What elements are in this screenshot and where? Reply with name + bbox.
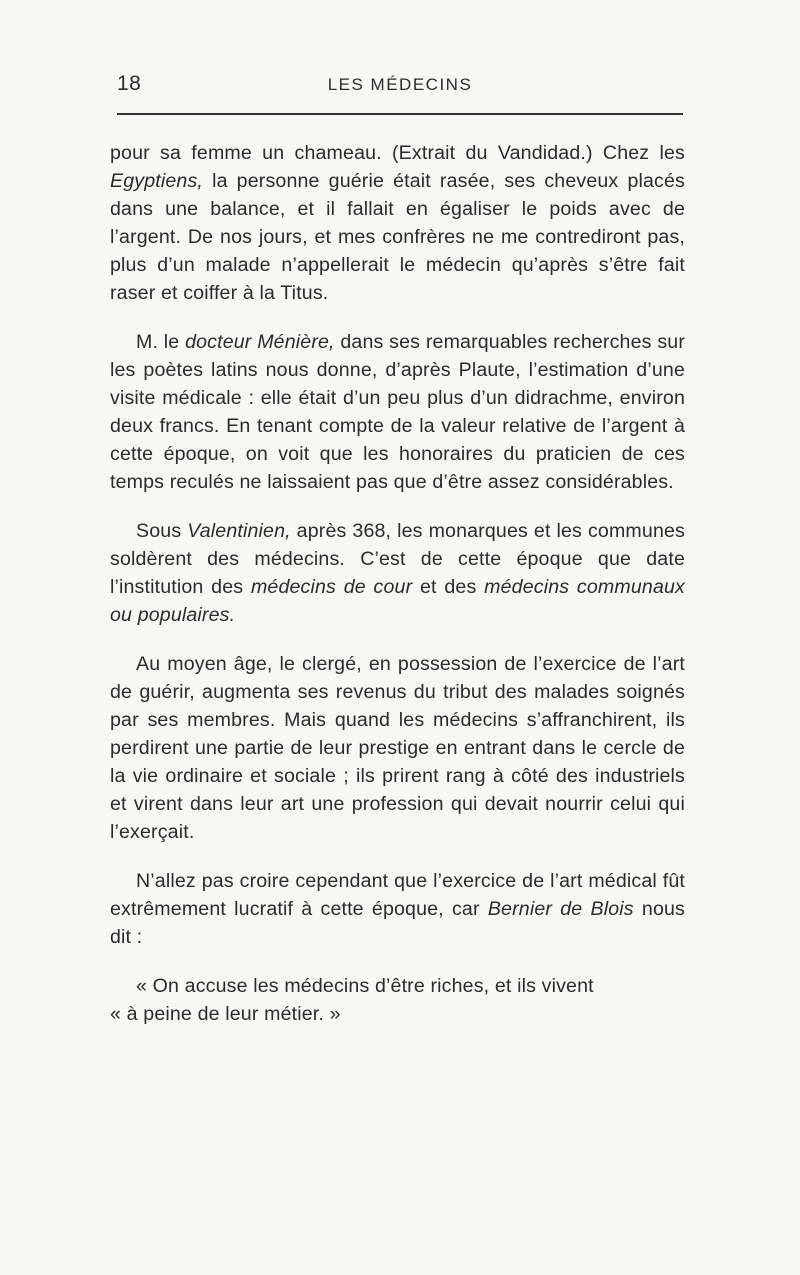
quotation (110, 972, 685, 1028)
paragraph-3-italic-b: médecins de cour (250, 576, 413, 598)
paragraph-3-text-b: après 368, les monarques et les communes soldèrent des médecins. C’est de cette époque que date l’institution des (110, 520, 685, 598)
paragraph-1-text-b: la personne guérie était rasée, ses cheveux placés dans une balance, et il fallait en égaliser le poids avec de l’argent. De nos jours, et mes confrères ne me contrediront pas, plus d’un malade n’appellerait le médecin qu’après s’être fait raser et coiffer à la Titus. (110, 170, 685, 304)
paragraph-1-text-a: pour sa femme un chameau. (Extrait du Vandidad.) Chez les (110, 142, 685, 164)
paragraph-2 (110, 328, 685, 496)
paragraph-3-italic-a: Valentinien, (187, 520, 291, 542)
quotation-line-2: « à peine de leur métier. » (110, 1003, 341, 1025)
paragraph-4-text-a: Au moyen âge, le clergé, en possession de l’exercice de l’art de guérir, augmenta ses revenus du tribut des malades soignés par ses membres. Mais quand les médecins s’affranchirent, ils perdirent une partie de leur prestige en entrant dans le cercle de la vie ordinaire et sociale ; ils prirent rang à côté des industriels et virent dans leur art une profession qui devait nourrir celui qui l’exerçait. (110, 653, 685, 843)
paragraph-3 (110, 517, 685, 629)
page-header (117, 72, 683, 102)
paragraph-5 (110, 867, 685, 951)
paragraph-5-text-a: N’allez pas croire cependant que l’exercice de l’art médical fût extrêmement lucratif à cette époque, car (110, 870, 685, 920)
running-title: LES MÉDECINS (327, 75, 473, 94)
paragraph-2-text-b: dans ses remarquables recherches sur les poètes latins nous donne, d’après Plaute, l’estimation d’une visite médicale : elle était d’un peu plus d’un didrachme, environ deux francs. En tenant compte de la valeur relative de l’argent à cette époque, on voit que les honoraires du praticien de ces temps reculés ne laissaient pas que d’être assez considérables. (110, 331, 685, 493)
header-rule (117, 113, 683, 115)
paragraph-5-text-b: nous dit : (110, 898, 686, 948)
paragraph-2-text-a: M. le (136, 331, 186, 353)
body-text (110, 139, 685, 1028)
page-number: 18 (117, 72, 142, 95)
paragraph-2-italic-a: docteur Ménière, (185, 331, 335, 353)
paragraph-1 (110, 139, 685, 307)
paragraph-4 (110, 650, 685, 846)
paragraph-3-italic-c: médecins communaux ou populaires. (110, 576, 685, 626)
paragraph-3-text-a: Sous (136, 520, 188, 542)
paragraph-1-italic-a: Egyptiens, (110, 170, 203, 192)
paragraph-3-text-c: et des (412, 576, 485, 598)
paragraph-5-italic-a: Bernier de Blois (487, 898, 634, 920)
quotation-line-1: « On accuse les médecins d’être riches, et ils vivent (136, 975, 594, 997)
